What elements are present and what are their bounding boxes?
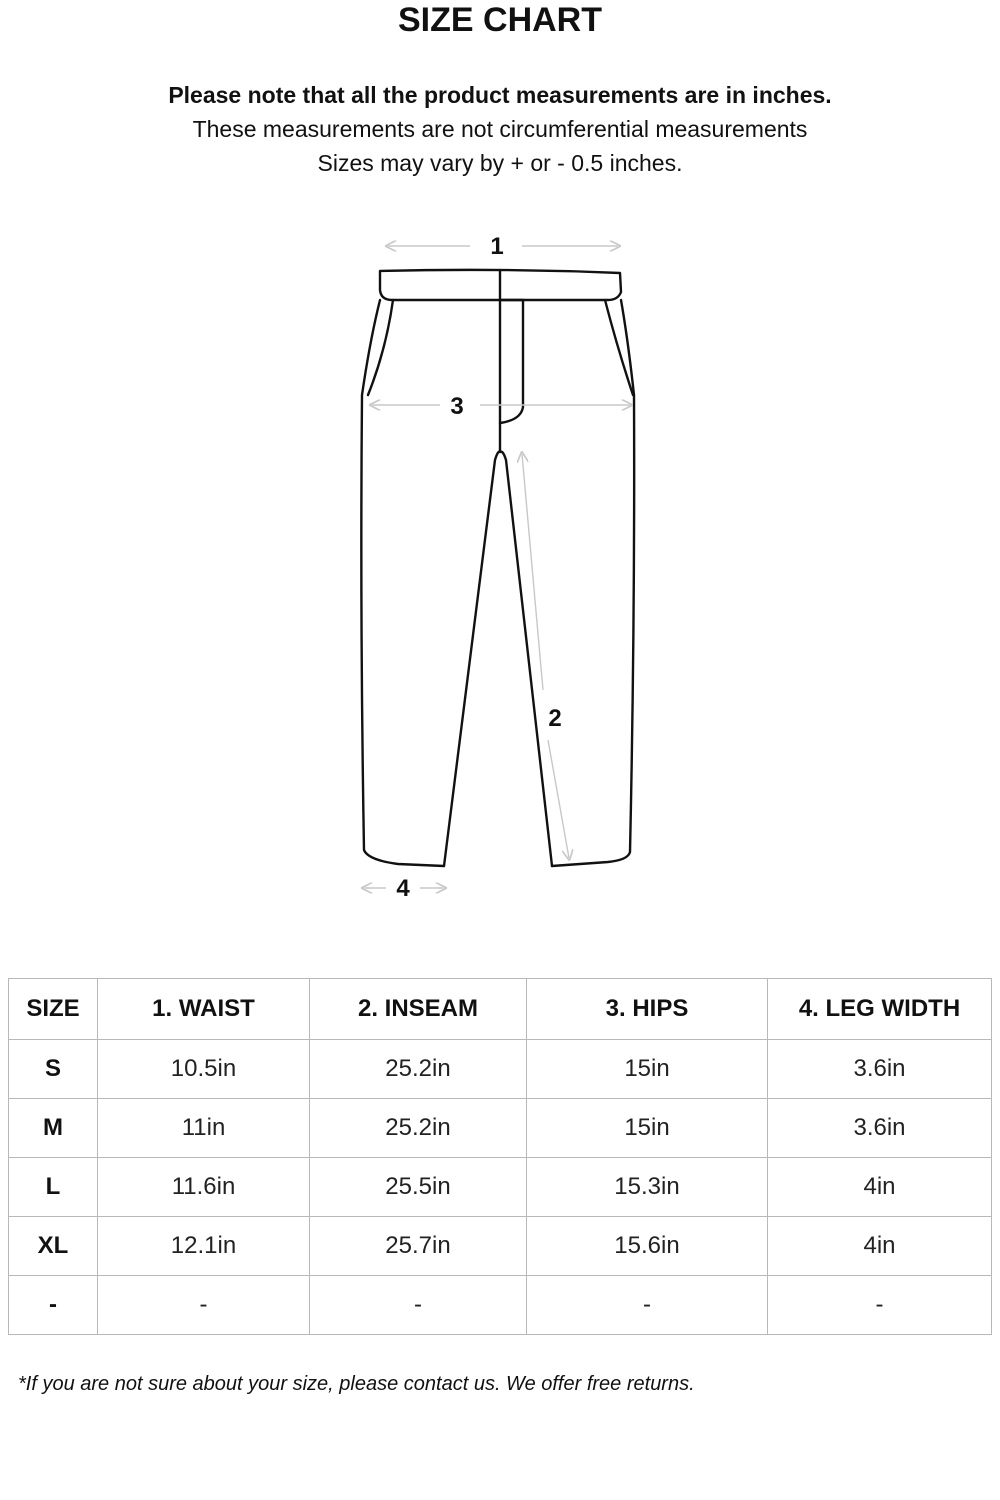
note-inches: Please note that all the product measurements are in inches. bbox=[168, 82, 832, 108]
table-row bbox=[9, 1040, 992, 1099]
leg-width-cell: 3.6in bbox=[768, 1040, 992, 1099]
table-header-row bbox=[9, 979, 992, 1040]
size-cell: L bbox=[9, 1158, 98, 1217]
inseam-arrow-top bbox=[522, 454, 543, 690]
hips-cell: 15in bbox=[527, 1099, 768, 1158]
waist-cell: 11in bbox=[98, 1099, 310, 1158]
leg-width-cell: 4in bbox=[768, 1217, 992, 1276]
waist-cell: 11.6in bbox=[98, 1158, 310, 1217]
footnote: *If you are not sure about your size, please contact us. We offer free returns. bbox=[18, 1373, 695, 1395]
size-cell: M bbox=[9, 1099, 98, 1158]
table-row bbox=[9, 1276, 992, 1335]
table-row bbox=[9, 1217, 992, 1276]
hips-cell: - bbox=[527, 1276, 768, 1335]
header-hips: 3. HIPS bbox=[527, 979, 768, 1040]
measurement-notes bbox=[0, 78, 1000, 180]
note-variance: Sizes may vary by + or - 0.5 inches. bbox=[317, 150, 683, 176]
size-cell: - bbox=[9, 1276, 98, 1335]
header-waist: 1. WAIST bbox=[98, 979, 310, 1040]
hips-cell: 15.6in bbox=[527, 1217, 768, 1276]
header-size: SIZE bbox=[9, 979, 98, 1040]
header-leg-width: 4. LEG WIDTH bbox=[768, 979, 992, 1040]
hips-cell: 15.3in bbox=[527, 1158, 768, 1217]
page-title: SIZE CHART bbox=[398, 1, 602, 39]
waist-cell: - bbox=[98, 1276, 310, 1335]
size-table bbox=[8, 978, 992, 1335]
leg-width-cell: 4in bbox=[768, 1158, 992, 1217]
leg-width-cell: 3.6in bbox=[768, 1099, 992, 1158]
pants-illustration bbox=[340, 220, 660, 920]
pants-outline bbox=[361, 270, 634, 866]
note-not-circumferential: These measurements are not circumferential measurements bbox=[192, 116, 808, 142]
measurement-arrows bbox=[364, 246, 630, 888]
pants-diagram bbox=[340, 220, 660, 920]
inseam-cell: 25.7in bbox=[310, 1217, 527, 1276]
inseam-cell: 25.5in bbox=[310, 1158, 527, 1217]
size-cell: S bbox=[9, 1040, 98, 1099]
diagram-label-inseam: 2 bbox=[548, 705, 562, 732]
inseam-cell: 25.2in bbox=[310, 1099, 527, 1158]
leg-width-cell: - bbox=[768, 1276, 992, 1335]
diagram-label-waist: 1 bbox=[490, 233, 504, 260]
inseam-cell: - bbox=[310, 1276, 527, 1335]
inseam-arrow-bottom bbox=[548, 740, 569, 858]
diagram-label-legwidth: 4 bbox=[396, 875, 410, 902]
inseam-cell: 25.2in bbox=[310, 1040, 527, 1099]
waist-cell: 10.5in bbox=[98, 1040, 310, 1099]
diagram-label-hips: 3 bbox=[450, 393, 464, 420]
table-row bbox=[9, 1158, 992, 1217]
table-row bbox=[9, 1099, 992, 1158]
header-inseam: 2. INSEAM bbox=[310, 979, 527, 1040]
size-cell: XL bbox=[9, 1217, 98, 1276]
waist-cell: 12.1in bbox=[98, 1217, 310, 1276]
hips-cell: 15in bbox=[527, 1040, 768, 1099]
